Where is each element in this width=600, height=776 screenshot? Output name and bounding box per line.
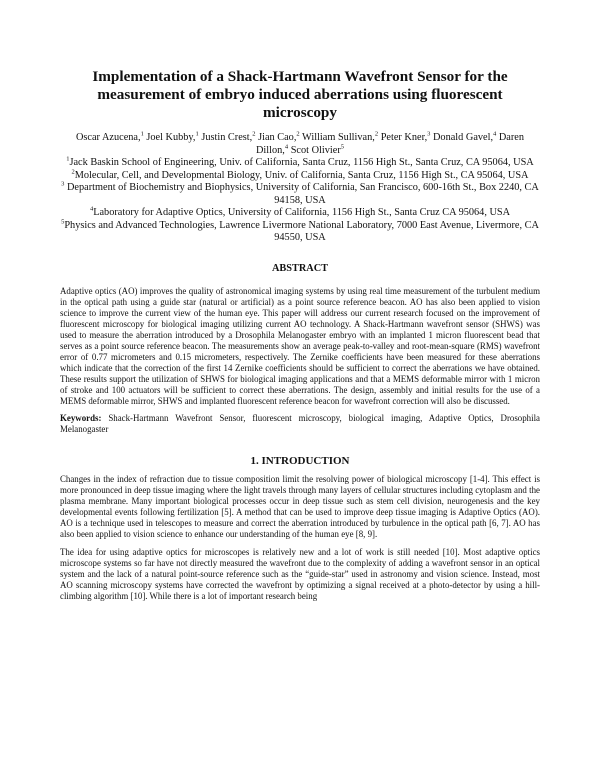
author: Jian Cao,$^2$	[258, 130, 300, 143]
author: Daren Dillon,$^4$	[255, 132, 525, 156]
author: Donald Gavel,$^4$	[433, 130, 497, 143]
affiliation: $^3$ Department of Biochemistry and Biophysics, University of California, San Francisco, 600-16th St., Box 2240, CA 94158, USA	[61, 180, 539, 206]
keywords	[60, 413, 540, 435]
author: Peter Kner,$^3$	[380, 130, 431, 143]
abstract-heading: ABSTRACT	[271, 262, 329, 274]
affiliation: $^5$Physics and Advanced Technologies, Lawrence Livermore National Laboratory, 7000 East Avenue, Livermore, CA 94550, USA	[61, 218, 539, 243]
affiliation: $^2$Molecular, Cell, and Developmental Biology, Univ. of California, Santa Cruz, 1156 High St., CA 95064, USA	[71, 168, 529, 181]
author: William Sullivan,$^2$	[302, 130, 379, 143]
affiliation-list	[60, 157, 540, 245]
author: Oscar Azucena,$^1$	[75, 130, 144, 143]
abstract-text: Adaptive optics (AO) improves the quality of astronomical imaging systems by using real time measurement of the turbulent medium in the optical path using a guide star (natural or artificial) as a point source reference beacon. AO has also been applied to vision science to improve the current view of the human eye. This paper will address our current research focused on the improvement of fluorescent microscopy for biological imaging utilizing current AO technology. A Shack-Hartmann wavefront sensor (SHWS) was used to measure the aberration introduced by a Drosophila Melanogaster embryo with an implanted 1 micron fluorescent bead that serves as a point source reference beacon. The measurements show an average peak-to-valley and root-mean-square (RMS) wavefront error of 0.77 micrometers and 0.15 micrometers, respectively. The Zernike coefficients have been measured for these aberrations which indicate that the correction of the first 14 Zernike coefficients should be sufficient to correct the aberrations we have obtained. These results support the utilization of SHWS for biological imaging applications and that a MEMS deformable mirror with 1 micron of stroke and 100 actuators will be sufficient to correct these aberrations. The design, assembly and initial results for the use of a MEMS deformable mirror, SHWS and implanted fluorescent reference beacon for wavefront correction will also be discussed.	[60, 285, 540, 406]
author-list	[60, 132, 540, 157]
affiliation: $^1$Jack Baskin School of Engineering, Univ. of California, Santa Cruz, 1156 High St., Santa Cruz, CA 95064, USA	[66, 155, 534, 168]
intro-paragraph: The idea for using adaptive optics for microscopes is relatively new and a lot of work is still needed [10]. Most adaptive optics microscope systems so far have not directly measured the wavefront due to the complexity of adding a wavefront sensor in an optical system and the lack of a natural point-source reference such as the “guide-star” used in astronomy and vision science. Instead, most AO scanning microscopy systems have corrected the wavefront by optimizing a signal received at a photo-detector by using a hill-climbing algorithm [10]. While there is a lot of important research being	[60, 546, 540, 601]
paper-title: Implementation of a Shack-Hartmann Wavefront Sensor for the measurement of embryo induced aberrations using fluorescent microscopy	[92, 68, 508, 121]
keywords-text: Shack-Hartmann Wavefront Sensor, fluorescent microscopy, biological imaging, Adaptive Optics, Drosophila Melanogaster	[60, 412, 540, 434]
author: Scot Olivier$^5$	[290, 143, 344, 156]
affiliation: $^4$Laboratory for Adaptive Optics, University of California, 1156 High St., Santa Cruz CA 95064, USA	[89, 205, 511, 218]
intro-paragraph: Changes in the index of refraction due to tissue composition limit the resolving power of biological microscopy [1-4]. This effect is more pronounced in deep tissue imaging where the light travels through many layers of cellular structures including cytoplasm and the plasma membrane. Many important biological processes occur in deep tissue such as stem cell division, neurogenesis and the key developmental events following fertilization [5]. A method that can be used to improve deep tissue imaging is Adaptive Optics (AO). AO is a technique used in telescopes to measure and correct the aberration introduced by turbulence in the optical path [6, 7]. AO has also been applied to vision science to enhance our understanding of the human eye [8, 9].	[60, 473, 540, 539]
keywords-label: Keywords:	[60, 412, 102, 423]
author: Joel Kubby,$^1$	[146, 130, 199, 143]
paper-page	[60, 68, 540, 602]
section-heading-introduction: 1. INTRODUCTION	[250, 454, 350, 467]
author: Justin Crest,$^2$	[201, 130, 256, 143]
